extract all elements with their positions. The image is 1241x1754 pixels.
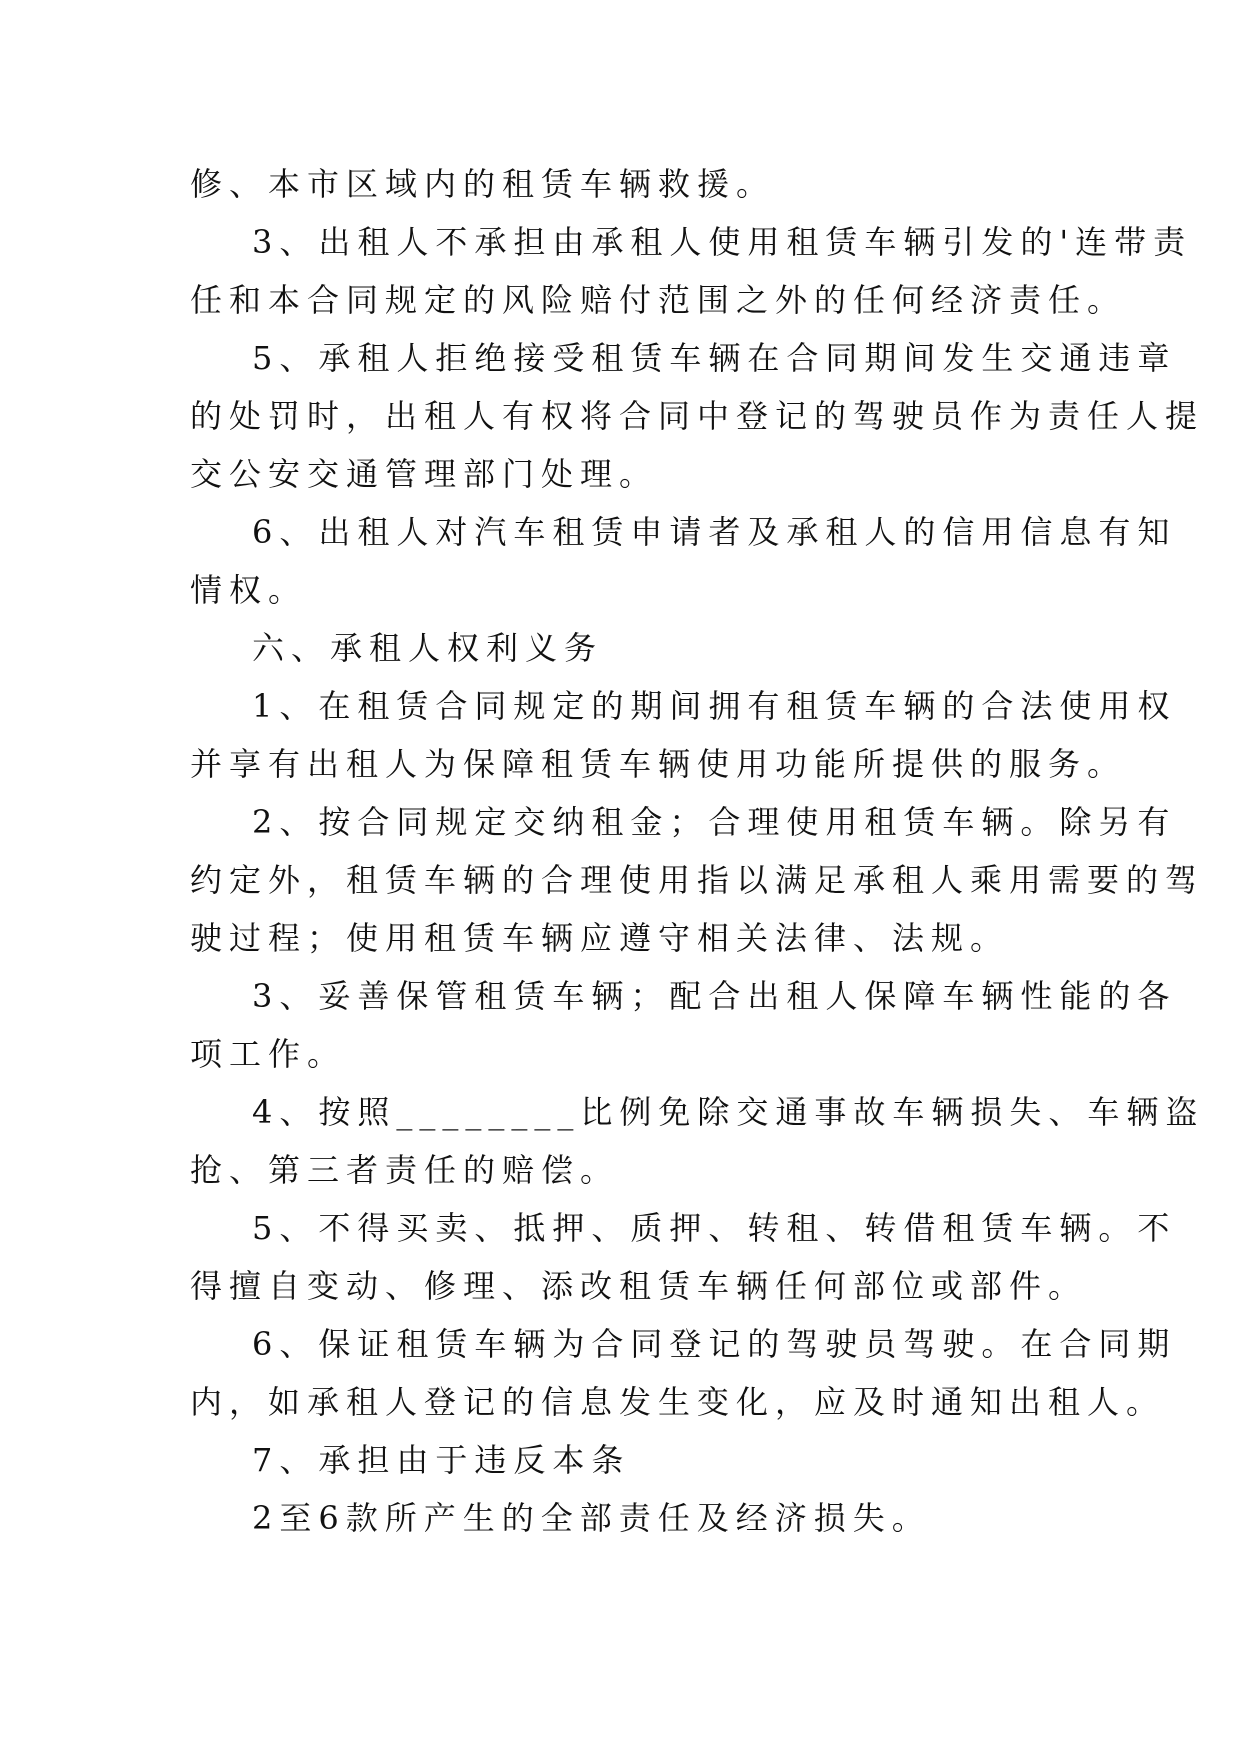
text-line: 5、承租人拒绝接受租赁车辆在合同期间发生交通违章	[252, 339, 1177, 377]
text-line: 5、不得买卖、抵押、质押、转租、转借租赁车辆。不	[252, 1209, 1177, 1247]
text-line: 2至6款所产生的全部责任及经济损失。	[252, 1499, 931, 1537]
section-heading: 六、承租人权利义务	[252, 629, 604, 667]
text-line: 修、本市区域内的租赁车辆救援。	[190, 165, 776, 203]
text-line: 内，如承租人登记的信息发生变化，应及时通知出租人。	[190, 1383, 1166, 1421]
text-line: 情权。	[190, 571, 308, 609]
text-line: 6、出租人对汽车租赁申请者及承租人的信用信息有知	[252, 513, 1177, 551]
text-line: 约定外，租赁车辆的合理使用指以满足承租人乘用需要的驾	[190, 861, 1205, 899]
text-line: 3、妥善保管租赁车辆；配合出租人保障车辆性能的各	[252, 977, 1177, 1015]
text-line: 7、承担由于违反本条	[252, 1441, 631, 1479]
text-line: 4、按照________比例免除交通事故车辆损失、车辆盗	[252, 1093, 1205, 1131]
text-line: 1、在租赁合同规定的期间拥有租赁车辆的合法使用权	[252, 687, 1177, 725]
text-line: 抢、第三者责任的赔偿。	[190, 1151, 620, 1189]
text-line: 任和本合同规定的风险赔付范围之外的任何经济责任。	[190, 281, 1127, 319]
text-line: 并享有出租人为保障租赁车辆使用功能所提供的服务。	[190, 745, 1127, 783]
text-line: 交公安交通管理部门处理。	[190, 455, 659, 493]
text-line: 得擅自变动、修理、添改租赁车辆任何部位或部件。	[190, 1267, 1088, 1305]
text-line: 6、保证租赁车辆为合同登记的驾驶员驾驶。在合同期	[252, 1325, 1177, 1363]
text-line: 驶过程；使用租赁车辆应遵守相关法律、法规。	[190, 919, 1010, 957]
text-line: 项工作。	[190, 1035, 347, 1073]
text-line: 2、按合同规定交纳租金；合理使用租赁车辆。除另有	[252, 803, 1177, 841]
text-line: 3、出租人不承担由承租人使用租赁车辆引发的'连带责	[252, 223, 1193, 261]
text-line: 的处罚时，出租人有权将合同中登记的驾驶员作为责任人提	[190, 397, 1205, 435]
